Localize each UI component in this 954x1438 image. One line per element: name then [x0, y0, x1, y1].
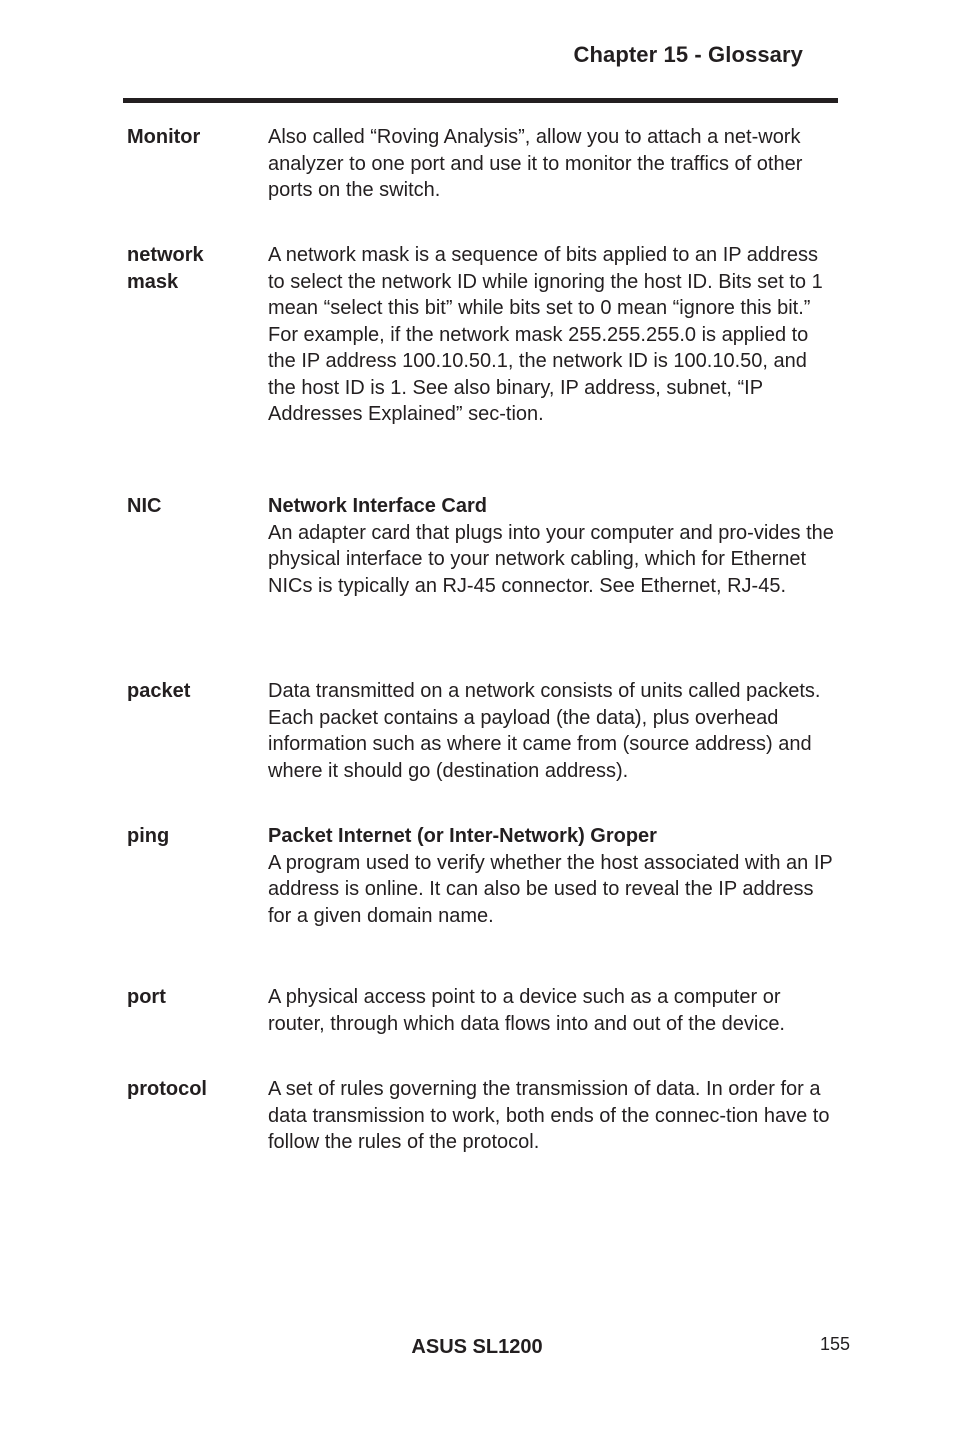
- term: Monitor: [127, 126, 201, 148]
- definition: [268, 678, 838, 784]
- term: port: [127, 986, 166, 1008]
- definition-text: A set of rules governing the transmission of data. In order for a data transmission to work, both ends of the connec-tion have to follow the rules of the protocol.: [268, 1078, 830, 1153]
- definition: [268, 242, 838, 428]
- definition-text: A physical access point to a device such as a computer or router, through which data flows into and out of the device.: [268, 986, 785, 1035]
- definition: [268, 1076, 838, 1156]
- footer-product-name: ASUS SL1200: [411, 1336, 543, 1358]
- page-number: 155: [820, 1334, 851, 1354]
- term: protocol: [127, 1078, 207, 1100]
- definition: [268, 493, 838, 599]
- term: packet: [127, 680, 191, 702]
- term: ping: [127, 825, 170, 847]
- term: network mask: [127, 244, 204, 293]
- definition-heading: Network Interface Card: [268, 495, 487, 517]
- definition-heading: Packet Internet (or Inter-Network) Groper: [268, 825, 657, 847]
- definition: [268, 984, 838, 1037]
- definition: [268, 124, 838, 204]
- chapter-title: Chapter 15 - Glossary: [573, 42, 803, 67]
- header-rule: [123, 98, 838, 103]
- term: NIC: [127, 495, 162, 517]
- definition-text: Also called “Roving Analysis”, allow you to attach a net-work analyzer to one port and use it to monitor the traffics of other ports on the switch.: [268, 126, 803, 201]
- definition-text: An adapter card that plugs into your computer and pro-vides the physical interface to your network cabling, which for Ethernet NICs is typically an RJ-45 connector. See Ethernet, RJ-45.: [268, 521, 834, 597]
- definition-text: Data transmitted on a network consists of units called packets. Each packet contains a payload (the data), plus overhead information such as where it came from (source address) and where it should go (destination address).: [268, 680, 821, 782]
- definition-text: A network mask is a sequence of bits applied to an IP address to select the network ID while ignoring the host ID. Bits set to 1 mean “select this bit” while bits set to 0 mean “ignore this bit.” For example, if the network mask 255.255.255.0 is applied to the IP address 100.10.50.1, the network ID is 100.10.50, and the host ID is 1. See also binary, IP address, subnet, “IP Addresses Explained” sec-tion.: [268, 244, 823, 425]
- definition: [268, 823, 838, 929]
- definition-text: A program used to verify whether the host associated with an IP address is online. It can also be used to reveal the IP address for a given domain name.: [268, 851, 833, 927]
